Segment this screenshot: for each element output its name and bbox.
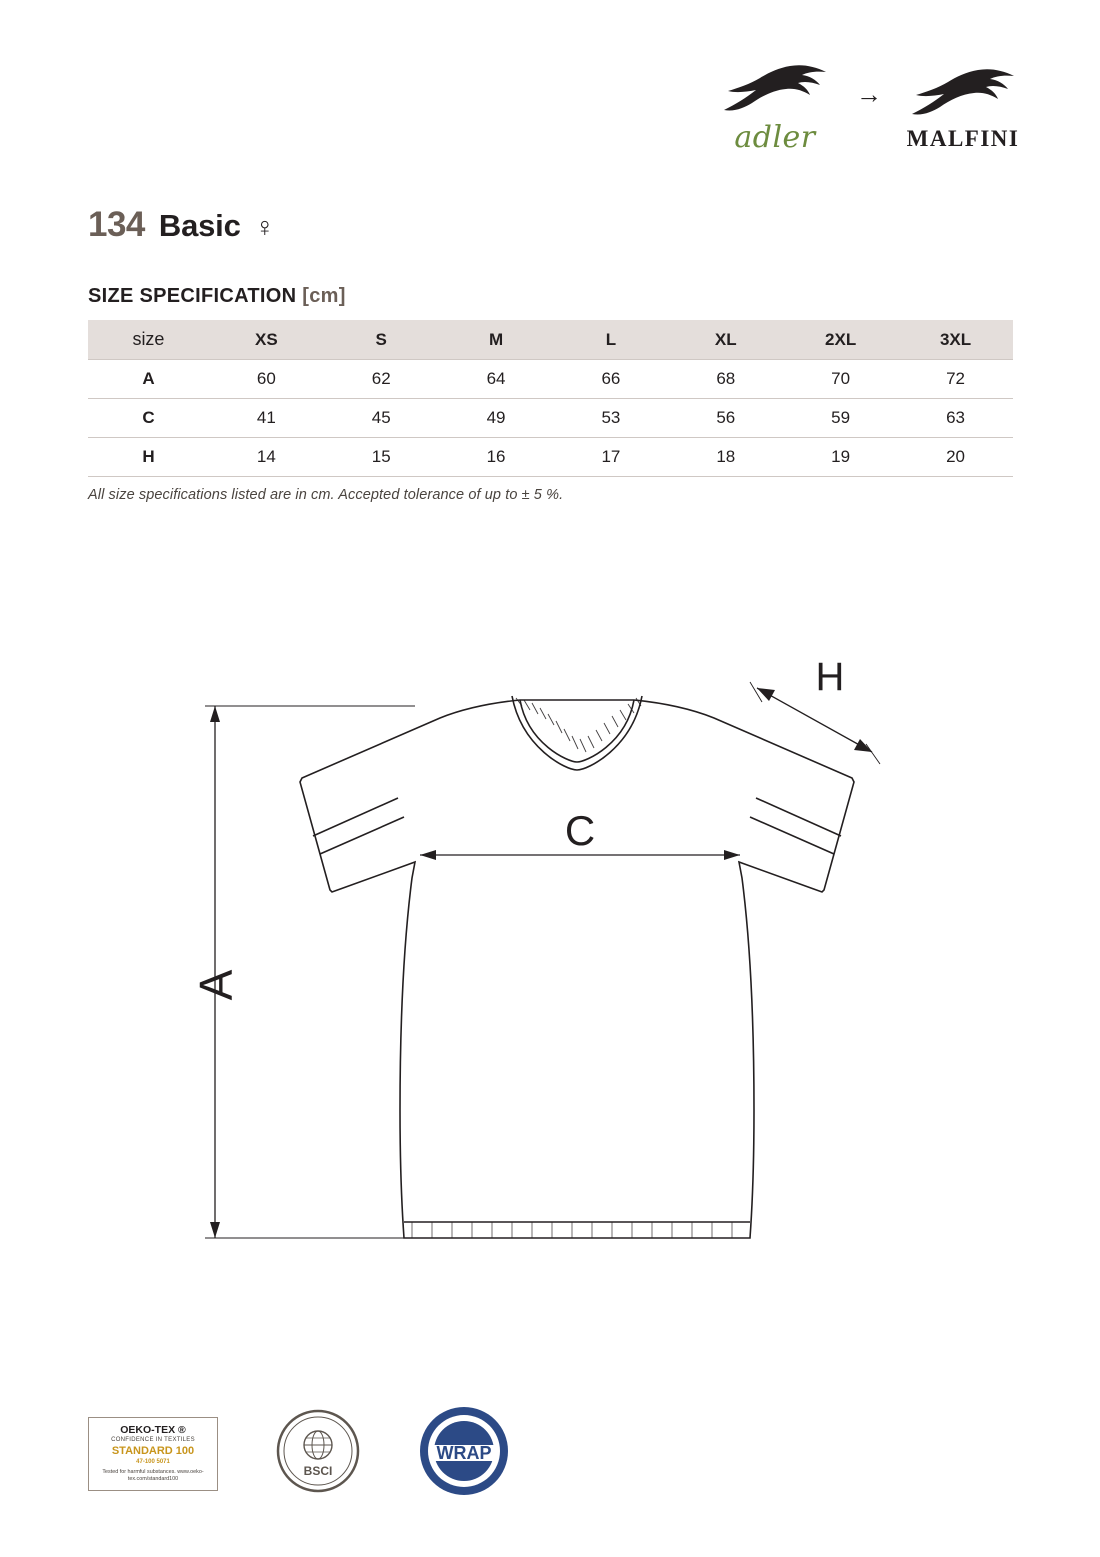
eagle-icon bbox=[904, 62, 1022, 128]
oeko-line4: 47-100 5071 bbox=[136, 1458, 170, 1465]
size-table bbox=[88, 320, 1013, 477]
column-header-2xl: 2XL bbox=[825, 329, 857, 349]
brand-header bbox=[716, 58, 1022, 155]
certification-logos bbox=[88, 1405, 510, 1502]
table-header bbox=[88, 320, 1013, 360]
oeko-line3: STANDARD 100 bbox=[111, 1444, 195, 1457]
gender-female-icon: ♀ bbox=[254, 212, 275, 242]
cell-c-m: 49 bbox=[486, 408, 506, 427]
cell-a-l: 66 bbox=[601, 369, 621, 388]
row-label-a: A bbox=[142, 369, 155, 388]
oeko-line1: OEKO-TEX ® bbox=[120, 1424, 186, 1437]
column-header-xl: XL bbox=[714, 329, 737, 349]
measure-h-label: H bbox=[815, 655, 845, 699]
hem-stitch-texture bbox=[412, 1222, 732, 1238]
size-specification-heading bbox=[88, 285, 346, 308]
malfini-logo bbox=[904, 62, 1022, 152]
cell-h-l: 17 bbox=[601, 447, 621, 466]
cell-a-m: 64 bbox=[486, 369, 506, 388]
cell-a-s: 62 bbox=[371, 369, 391, 388]
arrow-icon: → bbox=[856, 78, 882, 109]
product-code: 134 bbox=[88, 205, 145, 244]
row-label-h: H bbox=[142, 447, 155, 466]
measure-c-label: C bbox=[564, 807, 596, 854]
cell-c-xs: 41 bbox=[256, 408, 276, 427]
malfini-wordmark: MALFINI bbox=[906, 125, 1020, 151]
eagle-icon bbox=[716, 58, 834, 124]
cell-a-xl: 68 bbox=[716, 369, 736, 388]
page-title bbox=[88, 205, 275, 245]
cell-h-xl: 18 bbox=[716, 447, 736, 466]
cell-c-xl: 56 bbox=[716, 408, 736, 427]
column-header-3xl: 3XL bbox=[939, 329, 972, 349]
table-row bbox=[88, 399, 1013, 438]
cell-h-s: 15 bbox=[371, 447, 391, 466]
column-header-m: M bbox=[488, 329, 504, 349]
column-header-s: S bbox=[375, 329, 387, 349]
measure-a-label: A bbox=[190, 969, 242, 1001]
garment-drawing bbox=[0, 640, 1100, 1280]
table-body bbox=[88, 360, 1013, 477]
bsci-icon bbox=[276, 1409, 360, 1498]
cell-h-xs: 14 bbox=[256, 447, 276, 466]
tolerance-note: All size specifications listed are in cm. Accepted tolerance of up to ± 5 %. bbox=[88, 487, 564, 503]
row-label-c: C bbox=[142, 408, 155, 427]
bsci-label: BSCI bbox=[303, 1464, 333, 1478]
t-shirt-outline bbox=[300, 696, 854, 1238]
cell-h-2xl: 19 bbox=[831, 447, 851, 466]
cell-c-s: 45 bbox=[371, 408, 391, 427]
column-header-l: L bbox=[605, 329, 617, 349]
cell-h-m: 16 bbox=[486, 447, 506, 466]
adler-wordmark: adler bbox=[734, 120, 816, 155]
cell-c-l: 53 bbox=[601, 408, 621, 427]
cell-a-2xl: 70 bbox=[831, 369, 851, 388]
cell-a-xs: 60 bbox=[256, 369, 276, 388]
cell-a-3xl: 72 bbox=[946, 369, 965, 388]
oeko-tex-icon bbox=[88, 1417, 218, 1491]
table-header-row bbox=[88, 320, 1013, 360]
spec-heading-text: SIZE SPECIFICATION bbox=[88, 285, 297, 307]
cell-h-3xl: 20 bbox=[946, 447, 965, 466]
product-name: Basic bbox=[158, 208, 241, 243]
spec-unit: [cm] bbox=[302, 285, 346, 307]
column-header-size: size bbox=[132, 329, 165, 349]
wrap-label: WRAP bbox=[436, 1443, 492, 1463]
table-row bbox=[88, 438, 1013, 477]
wrap-icon bbox=[418, 1405, 510, 1502]
oeko-line2: CONFIDENCE IN TEXTILES bbox=[111, 1437, 195, 1444]
cell-c-2xl: 59 bbox=[831, 408, 851, 427]
adler-logo bbox=[716, 58, 834, 155]
column-header-xs: XS bbox=[254, 329, 278, 349]
table-row bbox=[88, 360, 1013, 399]
cell-c-3xl: 63 bbox=[946, 408, 965, 427]
oeko-line5: Tested for harmful substances. www.oeko-tex.com/standard100 bbox=[102, 1469, 204, 1482]
